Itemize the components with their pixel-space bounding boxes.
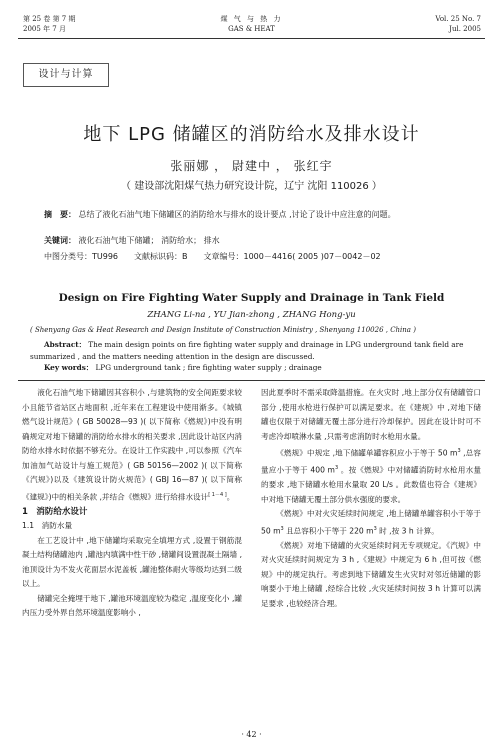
paper-title-en: Design on Fire Fighting Water Supply and Drainage in Tank Field — [58, 292, 445, 304]
keywords-en-text: LPG underground tank ; fire fighting water supply ; drainage — [95, 363, 322, 372]
header-volume-issue: 第 25 卷 第 7 期 — [23, 15, 76, 23]
abstract-en — [30, 339, 472, 363]
abstract-cn-label: 摘 要： — [44, 210, 76, 219]
intro-paragraph: 液化石油气地下储罐因其容积小 ,与建筑物的安全间距要求较小且能节省站区占地面积 ,近年来在工程建设中使用渐多。《城镇燃气设计规范》( GB 50028—93 )( 以下简称《燃规》)中没有明确规定对地下储罐的消防给水排水的相关要求 ,因此设计站区内消防给水排水时依据不够充分。在设计工作实践中 ,可以参照《汽车加油加气站设计与施工规范》( GB 50156—2002 )( 以下简称《汽规》)以及《建筑设计防火规范》( GBJ 16—87 )( 以下简称《建规》)中的相关条款 ,并结合《燃规》进行给排水设计[ 1－4 ]。 — [22, 388, 242, 502]
paragraph-tank-installation: 在工艺设计中 ,地下储罐均采取完全填埋方式 ,设置于钢筋混凝土结构储罐池内 ,罐池内填满中性干砂 ,储罐间设置混凝土隔墙 ,池顶设计为不发火花面层水泥盖板 ,罐池整体耐火等级均达到二级以上。 — [22, 535, 242, 589]
paragraph-underground-duration: 《燃规》对地下储罐的火灾延续时间无专项规定。《汽规》中对火灾延续时间规定为 3 h ,《建规》中规定为 6 h ,但可按《燃规》中的规定执行。考虑到地下储罐发生火灾时对邻近储罐的影响要小于地上储罐 ,经综合比较 ,火灾延续时间按 3 h 计算可以满足要求 ,也较经济合理。 — [261, 540, 481, 608]
subsection-heading-1-1: 1.1 消防水量 — [22, 521, 73, 531]
body-right-column — [261, 386, 481, 611]
paragraph-tank-volume: 《燃规》中规定 ,地下储罐单罐容积应小于等于 50 $m^3$ ,总容量应小于等于 400 $m^3$ 。按《燃规》中对储罐消防时水枪用水量的要求 ,地下储罐水枪用水量取 20 L/s 。此数值也符合《建规》中对地下储罐无覆土部分供水强度的要求。 — [261, 448, 482, 504]
keywords-cn — [44, 235, 464, 247]
header-vol-no-en: Vol. 25 No. 7 — [435, 15, 481, 23]
keywords-cn-label: 关键词： — [44, 236, 76, 245]
paragraph-cooling: 因此夏季时不需采取降温措施。在火灾时 ,地上部分仅有储罐管口部分 ,使用水枪进行保护可以满足要求。在《建规》中 ,对地下储罐也仅限于对储罐无覆土部分进行冷却保护。因此在设计时可不考虑冷却喷淋水量 ,只需考虑消防时水枪用水量。 — [261, 388, 481, 441]
header-journal-en: GAS & HEAT — [228, 25, 275, 33]
intro-reference: [ 1－4 ] — [208, 491, 227, 498]
authors-cn: 张丽娜 ， 尉建中 ， 张红宇 — [170, 159, 333, 173]
keywords-en-label: Key words： — [44, 363, 94, 372]
header-rule — [18, 38, 485, 39]
header-journal-cn: 煤 气 与 热 力 — [220, 15, 283, 23]
header-date-cn: 2005 年 7 月 — [23, 25, 66, 33]
abstract-en-text: The main design points on fire fighting water supply and drainage in LPG underground tank field are summarized , and the matters needing attention in the design are discussed. — [30, 340, 464, 361]
page-number: · 42 · — [241, 730, 262, 739]
section-tag: 设计与计算 — [23, 63, 109, 87]
header-date-en: Jul. 2005 — [449, 25, 481, 33]
body-left-column — [22, 386, 242, 621]
affiliation-cn: （ 建设部沈阳煤气热力研究设计院，辽宁 沈阳 110026 ） — [121, 181, 382, 192]
classification-line: 中图分类号：TU996 文献标识码：B 文章编号：1000－4416( 2005 )07－0042－02 — [44, 252, 381, 261]
section-heading-1: 1 消防给水设计 — [22, 506, 88, 517]
paragraph-fire-duration: 《燃规》中对火灾延续时间规定 ,地上储罐单罐容积小于等于 50 $m^3$ 且总容积小于等于 220 $m^3$ 时 ,按 3 h 计算。 — [261, 509, 481, 536]
abstract-en-label: Abstract： — [44, 340, 86, 349]
paper-title-cn: 地下 LPG 储罐区的消防给水及排水设计 — [83, 124, 420, 145]
body-separator-rule — [18, 380, 485, 381]
abstract-cn — [44, 209, 464, 221]
authors-en: ZHANG Li-na , YU Jian-zhong , ZHANG Hong-yu — [147, 310, 356, 320]
abstract-cn-text: 总结了液化石油气地下储罐区的消防给水与排水的设计要点 ,讨论了设计中应注意的问题。 — [78, 210, 396, 219]
affiliation-en: ( Shenyang Gas & Heat Research and Design Institute of Construction Ministry , Shenyang 110026 , China ) — [30, 326, 416, 334]
paragraph-tank-environment: 储罐完全掩埋于地下 ,罐池环境温度较为稳定 ,温度变化小 ,罐内压力受外界自然环境温度影响小 , — [22, 593, 242, 618]
keywords-en — [44, 363, 474, 373]
keywords-cn-text: 液化石油气地下储罐； 消防给水； 排水 — [78, 236, 220, 245]
